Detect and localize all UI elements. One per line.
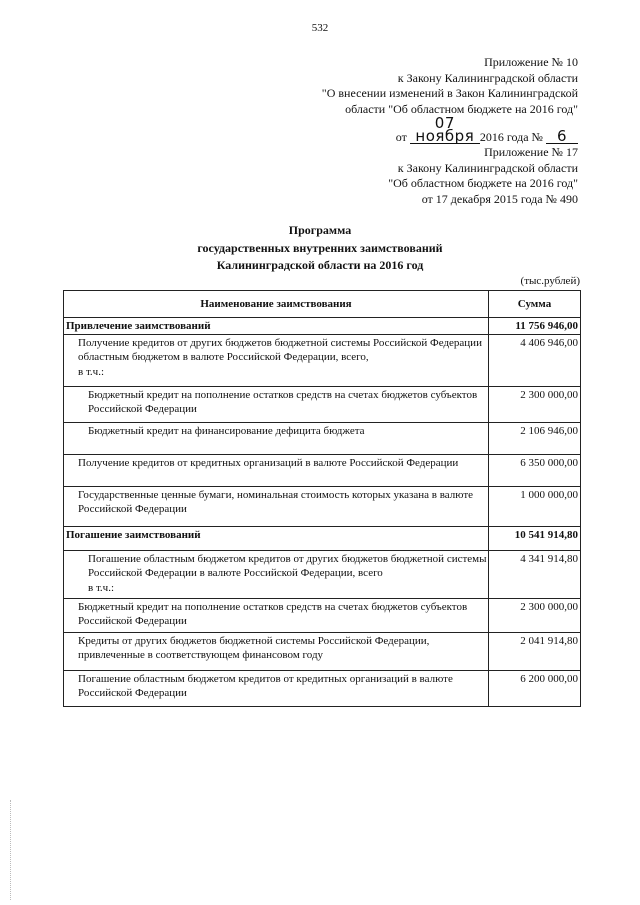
appendix-10-line1: Приложение № 10	[484, 55, 578, 69]
row-name: Привлечение заимствований	[64, 318, 489, 335]
appendix-17-line4: от 17 декабря 2015 года № 490	[421, 191, 578, 206]
row-sum: 11 756 946,00	[489, 318, 581, 335]
table-row	[64, 633, 581, 671]
title-line3: Калининградской области на 2016 год	[216, 258, 424, 272]
column-name-header: Наименование заимствования	[64, 291, 489, 318]
row-sum: 6 350 000,00	[489, 455, 581, 487]
appendix-10-date-line	[322, 114, 578, 146]
row-sum: 10 541 914,80	[489, 527, 581, 551]
scan-margin-mark	[10, 800, 12, 900]
appendix-17-line1: Приложение № 17	[484, 145, 578, 159]
appendix-10-block	[322, 55, 578, 146]
date-suffix: 2016 года №	[479, 130, 543, 144]
table-row	[64, 599, 581, 633]
row-sum: 4 406 946,00	[489, 335, 581, 387]
row-name: Государственные ценные бумаги, номинальная стоимость которых указана в валюте Российской Федерации	[64, 487, 489, 527]
row-sum: 4 341 914,80	[489, 551, 581, 599]
units-label: (тыс.рублей)	[520, 275, 580, 287]
row-sum: 2 300 000,00	[489, 387, 581, 423]
handwritten-date: 07 ноября	[410, 117, 480, 144]
row-name: Кредиты от других бюджетов бюджетной системы Российской Федерации, привлеченные в соответствующем финансовом году	[64, 633, 489, 671]
table-row	[64, 551, 581, 599]
row-name: Бюджетный кредит на пополнение остатков средств на счетах бюджетов субъектов Российской Федерации	[64, 599, 489, 633]
row-name	[64, 551, 489, 599]
appendix-17-line2: к Закону Калининградской области	[397, 160, 578, 175]
row-name-sub: в т.ч.:	[78, 365, 105, 378]
row-name: Получение кредитов от кредитных организаций в валюте Российской Федерации	[64, 455, 489, 487]
document-title	[0, 222, 640, 275]
table-row	[64, 487, 581, 527]
appendix-17-line3: "Об областном бюджете на 2016 год"	[388, 176, 578, 190]
table-row	[64, 335, 581, 387]
borrowing-table	[63, 290, 581, 707]
row-sum: 2 106 946,00	[489, 423, 581, 455]
row-name: Бюджетный кредит на финансирование дефицита бюджета	[64, 423, 489, 455]
table-row	[64, 455, 581, 487]
table-row	[64, 527, 581, 551]
column-sum-header: Сумма	[489, 291, 581, 318]
row-name-text: Получение кредитов от других бюджетов бюджетной системы Российской Федерации областным бюджетом в валюте Российской Федерации, всего,	[78, 337, 482, 364]
table-row	[64, 671, 581, 707]
row-sum: 2 300 000,00	[489, 599, 581, 633]
title-line1: Программа	[288, 223, 352, 237]
row-sum: 1 000 000,00	[489, 487, 581, 527]
appendix-10-line2: к Закону Калининградской области	[397, 70, 578, 85]
handwritten-number: 6	[546, 130, 578, 144]
row-name-text: Погашение областным бюджетом кредитов от других бюджетов бюджетной системы Российской Федерации в валюте Российской Федерации, всего	[88, 553, 487, 580]
page-number: 532	[311, 22, 329, 34]
row-name: Погашение заимствований	[64, 527, 489, 551]
appendix-10-line3: "О внесении изменений в Закон Калининградской	[321, 86, 578, 100]
row-name: Погашение областным бюджетом кредитов от кредитных организаций в валюте Российской Федерации	[64, 671, 489, 707]
title-line2: государственных внутренних заимствований	[197, 240, 443, 255]
row-name-sub: в т.ч.:	[88, 581, 115, 594]
table-row	[64, 318, 581, 335]
appendix-17-block	[388, 145, 578, 207]
row-name	[64, 335, 489, 387]
row-name: Бюджетный кредит на пополнение остатков средств на счетах бюджетов субъектов Российской Федерации	[64, 387, 489, 423]
row-sum: 6 200 000,00	[489, 671, 581, 707]
row-sum: 2 041 914,80	[489, 633, 581, 671]
appendix-10-line4: области "Об областном бюджете на 2016 год"	[345, 101, 578, 116]
table-header	[64, 291, 581, 318]
date-prefix: от	[395, 130, 407, 144]
table-row	[64, 423, 581, 455]
table-row	[64, 387, 581, 423]
